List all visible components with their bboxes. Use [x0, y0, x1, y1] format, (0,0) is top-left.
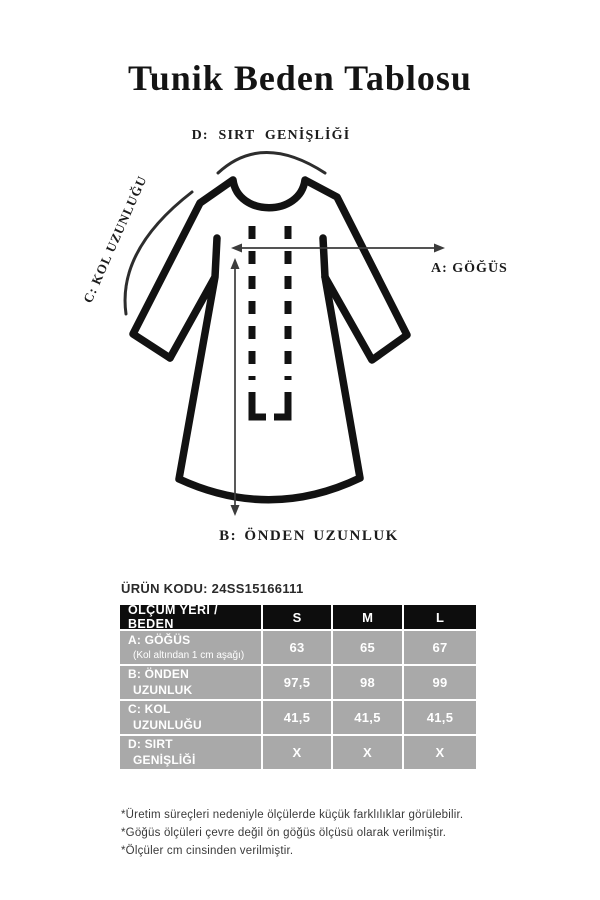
value-front-length-s: 97,5: [263, 666, 331, 699]
header-size-s: S: [263, 605, 331, 629]
row-label: C: KOL: [128, 701, 171, 716]
row-label-cell-chest: [120, 631, 261, 664]
row-label: D: SIRT: [128, 736, 173, 751]
chest-label: A: GÖĞÜS: [431, 261, 508, 276]
row-label-cell-back-width: [120, 736, 261, 769]
value-chest-l: 67: [404, 631, 476, 664]
value-front-length-l: 99: [404, 666, 476, 699]
row-label: A: GÖĞÜS: [128, 633, 191, 648]
row-sublabel: UZUNLUK: [133, 682, 193, 697]
value-back-width-l: X: [404, 736, 476, 769]
value-front-length-m: 98: [333, 666, 402, 699]
chest-arrowhead-right: [434, 244, 445, 253]
row-sublabel: (Kol altından 1 cm aşağı): [133, 649, 245, 661]
header-size-m: M: [333, 605, 402, 629]
value-back-width-s: X: [263, 736, 331, 769]
placket-corner-right: [274, 392, 288, 417]
product-code: ÜRÜN KODU: 24SS15166111: [121, 581, 304, 596]
row-sublabel: UZUNLUĞU: [133, 717, 202, 732]
front-length-arrowhead-bottom: [231, 505, 240, 516]
value-sleeve-length-s: 41,5: [263, 701, 331, 734]
front-length-label: B: ÖNDEN UZUNLUK: [219, 528, 399, 544]
chest-arrowhead-left: [231, 244, 242, 253]
footnote-chest-measure: *Göğüs ölçüleri çevre değil ön göğüs ölçüsü olarak verilmiştir.: [121, 827, 447, 839]
page-title: Tunik Beden Tablosu: [128, 58, 472, 98]
placket-corner-left: [252, 392, 266, 417]
value-back-width-m: X: [333, 736, 402, 769]
header-size-l: L: [404, 605, 476, 629]
value-sleeve-length-l: 41,5: [404, 701, 476, 734]
chest-arrow: [231, 244, 445, 253]
value-chest-s: 63: [263, 631, 331, 664]
back-width-label: D: SIRT GENİŞLİĞİ: [191, 128, 351, 143]
header-measure-cell: ÖLÇÜM YERİ / BEDEN: [120, 605, 261, 629]
sleeve-length-label: C: KOL UZUNLUĞU: [80, 173, 150, 306]
size-table: [120, 605, 476, 769]
value-sleeve-length-m: 41,5: [333, 701, 402, 734]
sleeve-length-arc: [125, 192, 192, 314]
tunic-drawing: [90, 120, 520, 550]
back-width-arc: [218, 153, 325, 174]
tunic-body: [170, 238, 360, 500]
footnote-production: *Üretim süreçleri nedeniyle ölçülerde küçük farklılıklar görülebilir.: [121, 809, 464, 821]
row-sublabel: GENİŞLİĞİ: [133, 752, 196, 767]
row-label-cell-sleeve-length: [120, 701, 261, 734]
value-chest-m: 65: [333, 631, 402, 664]
footnote-units: *Ölçüler cm cinsinden verilmiştir.: [121, 845, 294, 857]
footnotes: [121, 806, 463, 860]
front-length-arrow: [231, 258, 240, 516]
front-length-arrowhead-top: [231, 258, 240, 269]
row-label-cell-front-length: [120, 666, 261, 699]
row-label: B: ÖNDEN: [128, 666, 189, 681]
